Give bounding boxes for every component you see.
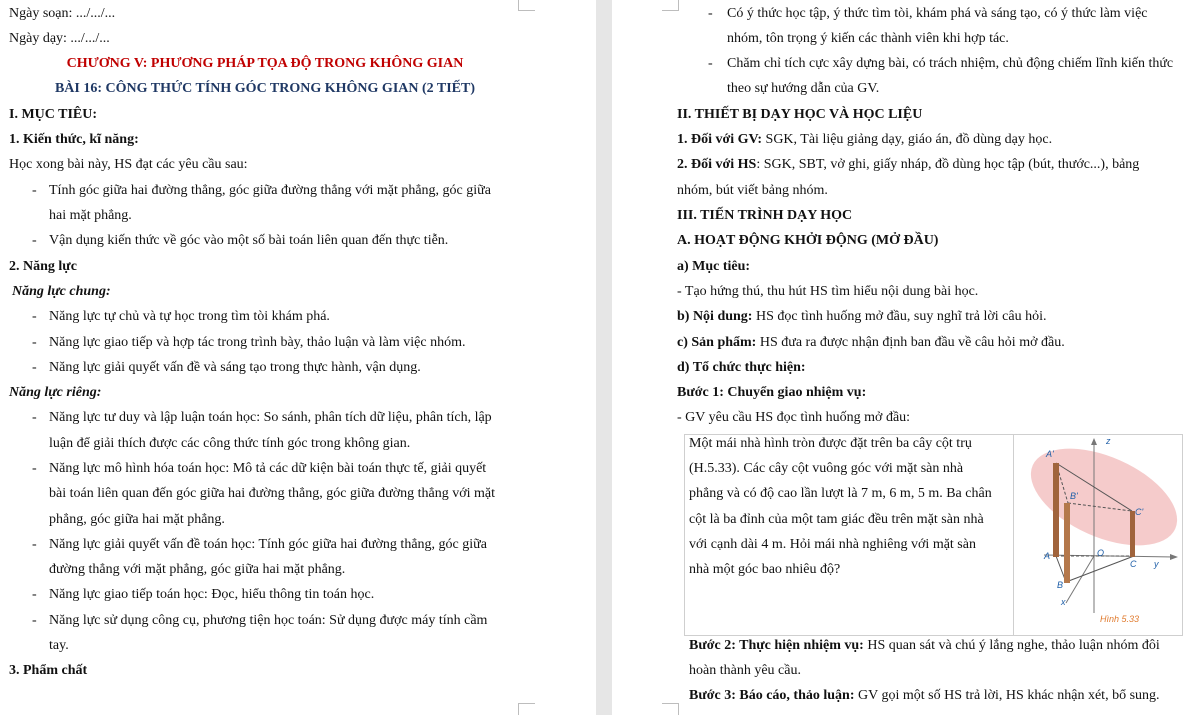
text: GV gọi một số HS trả lời, HS khác nhận xét, bổ sung.: [854, 688, 1160, 703]
bullet-dash: -: [32, 461, 37, 476]
subsection-heading: 3. Phẩm chất: [9, 663, 88, 678]
label-z: z: [1106, 436, 1111, 446]
label-bold: Bước 2: Thực hiện nhiệm vụ:: [689, 638, 864, 653]
z-axis-arrow: [1091, 438, 1097, 445]
table-border: [684, 434, 685, 635]
bullet-dash: -: [32, 309, 37, 324]
label-bold: c) Sản phẩm:: [677, 335, 757, 350]
list-item: Vận dụng kiến thức về góc vào một số bài toán liên quan đến thực tiễn.: [49, 233, 449, 248]
chapter-title: CHƯƠNG V: PHƯƠNG PHÁP TỌA ĐỘ TRONG KHÔNG GIAN: [66, 56, 464, 71]
step-label: Bước 1: Chuyển giao nhiệm vụ:: [677, 385, 867, 400]
problem-text: phẳng và có độ cao lần lượt là 7 m, 6 m, 5 m. Ba chân: [689, 486, 992, 501]
list-item: Năng lực sử dụng công cụ, phương tiện học toán: Sử dụng được máy tính cầm: [49, 613, 488, 628]
ngay-soan: Ngày soạn: .../.../...: [9, 6, 116, 21]
label-x: x: [1061, 597, 1066, 607]
label-bold: 2. Đối với HS: [677, 157, 757, 172]
table-border: [684, 635, 1014, 636]
label-b-prime: B': [1070, 491, 1078, 501]
list-item-cont: bài toán liên quan đến góc giữa hai đường thẳng, góc giữa đường thẳng với mặt: [49, 486, 496, 501]
problem-text: Một mái nhà hình tròn được đặt trên ba cây cột trụ: [689, 436, 972, 451]
list-item: Năng lực giao tiếp toán học: Đọc, hiểu thông tin toán học.: [49, 587, 375, 602]
list-item-cont: nhóm, tôn trọng ý kiến các thành viên khi hợp tác.: [727, 31, 1009, 46]
roof-illustration: [1014, 435, 1182, 635]
pillar-b: [1064, 503, 1070, 583]
pillar-a: [1053, 463, 1059, 557]
bullet-dash: -: [32, 360, 37, 375]
list-item: Tính góc giữa hai đường thẳng, góc giữa đường thẳng với mặt phẳng, góc giữa: [49, 183, 491, 198]
subheading-italic: Năng lực chung:: [12, 284, 111, 299]
text: HS quan sát và chú ý lắng nghe, thảo luận nhóm đôi: [863, 638, 1160, 653]
list-item-cont: đường thẳng với mặt phẳng, góc giữa hai mặt phẳng.: [49, 562, 346, 577]
list-item: Chăm chỉ tích cực xây dựng bài, có trách nhiệm, chủ động chiếm lĩnh kiến thức: [727, 56, 1174, 71]
paragraph: [677, 308, 1046, 326]
ngay-day: Ngày dạy: .../.../...: [9, 31, 110, 46]
label-bold: Bước 3: Báo cáo, thảo luận:: [689, 688, 855, 703]
bullet-dash: -: [32, 183, 37, 198]
bullet-dash: -: [708, 6, 713, 21]
margin-corner-mark: [518, 703, 535, 715]
paragraph: [677, 156, 1139, 174]
problem-text: cột là ba đỉnh của một tam giác đều trên mặt sàn nhà: [689, 512, 984, 527]
list-item-cont: hai mặt phẳng.: [49, 208, 132, 223]
y-axis-arrow: [1170, 554, 1178, 560]
item-label: a) Mục tiêu:: [677, 259, 751, 274]
text: : SGK, SBT, vở ghi, giấy nháp, đồ dùng học tập (bút, thước...), bảng: [756, 157, 1140, 172]
list-item: Năng lực tự chủ và tự học trong tìm tòi khám phá.: [49, 309, 330, 324]
list-item: Năng lực mô hình hóa toán học: Mô tả các dữ kiện bài toán thực tế, giải quyết: [49, 461, 487, 476]
list-item: Năng lực giao tiếp và hợp tác trong trình bày, thảo luận và làm việc nhóm.: [49, 335, 466, 350]
list-item-cont: tay.: [49, 638, 69, 653]
base-edge: [1066, 556, 1134, 582]
problem-text: (H.5.33). Các cây cột vuông góc với mặt sàn nhà: [689, 461, 964, 476]
bullet-dash: -: [708, 56, 713, 71]
bullet-dash: -: [32, 233, 37, 248]
document-page-left: [0, 0, 596, 715]
bullet-dash: -: [32, 410, 37, 425]
list-item: Có ý thức học tập, ý thức tìm tòi, khám phá và sáng tạo, có ý thức làm việc: [727, 6, 1148, 21]
label-y: y: [1154, 559, 1159, 569]
margin-corner-mark: [662, 0, 679, 11]
problem-text: với cạnh dài 4 m. Hỏi mái nhà nghiêng với mặt sàn: [689, 537, 976, 552]
paragraph: [677, 334, 1065, 352]
text: HS đưa ra được nhận định ban đầu về câu hỏi mở đầu.: [756, 335, 1065, 350]
list-item-cont: luận để giải thích được các công thức tính góc trong không gian.: [49, 436, 411, 451]
problem-text: nhà một góc bao nhiêu độ?: [689, 562, 841, 577]
paragraph-cont: hoàn thành yêu cầu.: [689, 663, 801, 678]
paragraph: [689, 687, 1160, 705]
figure-roof-diagram: [1013, 434, 1183, 636]
bullet-dash: -: [32, 335, 37, 350]
pillar-c: [1130, 511, 1135, 557]
roof-disc: [1016, 435, 1182, 565]
label-c: C: [1130, 559, 1137, 569]
subsection-heading: 2. Năng lực: [9, 259, 77, 274]
paragraph: - GV yêu cầu HS đọc tình huống mở đầu:: [677, 410, 911, 425]
figure-caption: Hình 5.33: [1100, 614, 1140, 624]
bullet-dash: -: [32, 537, 37, 552]
section-heading: I. MỤC TIÊU:: [9, 107, 98, 122]
paragraph: Học xong bài này, HS đạt các yêu cầu sau:: [9, 157, 248, 172]
list-item-cont: theo sự hướng dẫn của GV.: [727, 81, 880, 96]
bullet-dash: -: [32, 587, 37, 602]
label-c-prime: C': [1135, 507, 1144, 517]
lesson-title: BÀI 16: CÔNG THỨC TÍNH GÓC TRONG KHÔNG GIAN (2 TIẾT): [54, 81, 476, 96]
label-b: B: [1057, 580, 1064, 590]
section-heading: A. HOẠT ĐỘNG KHỞI ĐỘNG (MỞ ĐẦU): [677, 233, 939, 248]
list-item-cont: phẳng, góc giữa hai mặt phẳng.: [49, 512, 225, 527]
label-a: A: [1044, 551, 1051, 561]
paragraph-cont: nhóm, bút viết bảng nhóm.: [677, 183, 828, 198]
section-heading: III. TIẾN TRÌNH DẠY HỌC: [677, 208, 853, 223]
item-label: d) Tổ chức thực hiện:: [677, 360, 806, 375]
list-item: Năng lực tư duy và lập luận toán học: So sánh, phân tích dữ liệu, phân tích, lập: [49, 410, 492, 425]
margin-corner-mark: [662, 703, 679, 715]
paragraph: - Tạo hứng thú, thu hút HS tìm hiểu nội dung bài học.: [677, 284, 979, 299]
label-bold: b) Nội dung:: [677, 309, 753, 324]
text: HS đọc tình huống mở đầu, suy nghĩ trả lời câu hỏi.: [752, 309, 1047, 324]
list-item: Năng lực giải quyết vấn đề và sáng tạo trong thực hành, vận dụng.: [49, 360, 421, 375]
paragraph: [689, 637, 1160, 655]
page-gap: [596, 0, 612, 715]
x-axis-line: [1066, 556, 1094, 603]
subheading-italic: Năng lực riêng:: [9, 385, 102, 400]
margin-corner-mark: [518, 0, 535, 11]
label-o: O: [1097, 548, 1105, 558]
bullet-dash: -: [32, 613, 37, 628]
subsection-heading: 1. Kiến thức, kĩ năng:: [9, 132, 139, 147]
label-a-prime: A': [1046, 449, 1054, 459]
list-item: Năng lực giải quyết vấn đề toán học: Tính góc giữa hai đường thẳng, góc giữa: [49, 537, 487, 552]
label-bold: 1. Đối với GV:: [677, 132, 763, 147]
paragraph: [677, 131, 1052, 149]
text: SGK, Tài liệu giảng dạy, giáo án, đồ dùng dạy học.: [762, 132, 1053, 147]
section-heading: II. THIẾT BỊ DẠY HỌC VÀ HỌC LIỆU: [677, 107, 923, 122]
